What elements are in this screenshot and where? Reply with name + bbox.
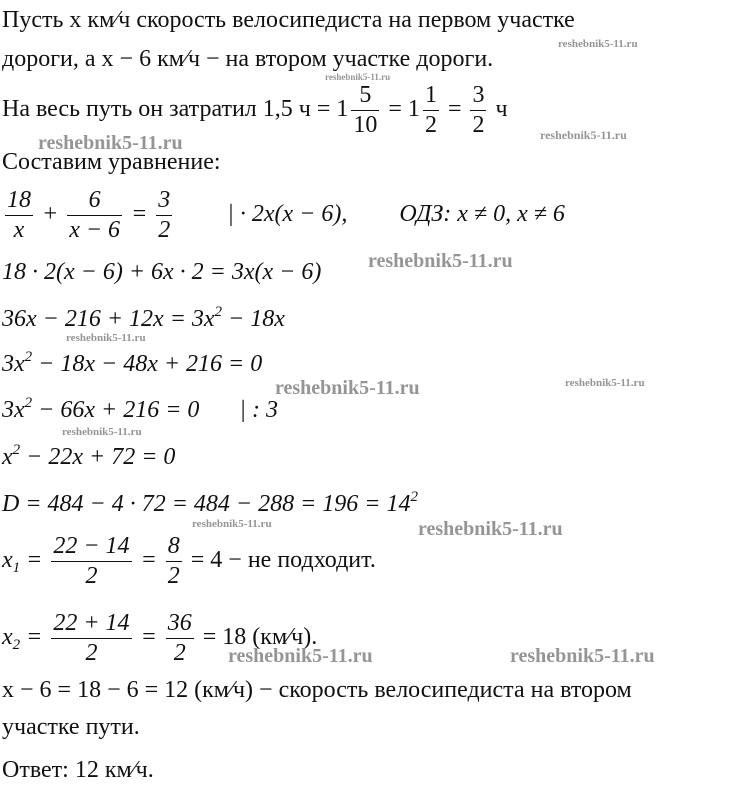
fraction-36-2	[166, 611, 194, 666]
x2-index: 2	[12, 637, 21, 654]
watermark: reshebnik5-11.ru	[38, 132, 183, 154]
frac-num: 36	[166, 611, 194, 639]
x1-eq: =	[26, 547, 43, 574]
watermark: reshebnik5-11.ru	[228, 645, 373, 667]
text-line-4: Составим уравнение:	[2, 149, 221, 175]
fraction-6-x-6	[67, 188, 122, 243]
eq5-main: 3x	[2, 397, 25, 423]
eq5-exponent: 2	[24, 395, 33, 411]
frac-den: 2	[472, 112, 485, 139]
x1-eq2: =	[140, 547, 157, 574]
watermark: reshebnik5-11.ru	[66, 332, 146, 344]
frac-den: 2	[158, 217, 171, 244]
fraction-5-10	[351, 83, 379, 138]
frac-num: 22 + 14	[51, 611, 131, 639]
x2-eq2: =	[140, 624, 157, 651]
frac-den: 2	[85, 640, 98, 667]
equation-discriminant	[2, 489, 419, 517]
frac-den: 2	[424, 112, 437, 139]
frac-num: 3	[470, 83, 486, 111]
answer-line: Ответ: 12 км⁄ч.	[2, 757, 154, 783]
eq4-main: 3x	[2, 351, 25, 377]
eq6-main: x	[2, 444, 13, 470]
watermark: reshebnik5-11.ru	[558, 38, 638, 50]
eq5-tail: − 66x + 216 = 0	[32, 397, 200, 423]
watermark: reshebnik5-11.ru	[62, 426, 142, 438]
domain-note: ОДЗ: x ≠ 0, x ≠ 6	[399, 201, 565, 228]
x1-index: 1	[12, 560, 21, 577]
text-line-1: Пусть x км⁄ч скорость велосипедиста на первом участке	[2, 7, 575, 33]
frac-den: x − 6	[69, 217, 121, 244]
frac-den: x	[13, 217, 25, 244]
watermark: reshebnik5-11.ru	[325, 72, 391, 82]
eq6-tail: − 22x + 72 = 0	[20, 444, 176, 470]
frac-num: 5	[351, 83, 379, 111]
fraction-8-2	[166, 534, 182, 589]
x2-tail: = 18 (км⁄ч).	[202, 624, 318, 651]
frac-num: 6	[67, 188, 122, 216]
watermark: reshebnik5-11.ru	[510, 645, 655, 667]
eq5-divider: | : 3	[239, 397, 278, 423]
frac-den: 10	[353, 112, 378, 139]
plus-sign: +	[42, 201, 59, 228]
watermark: reshebnik5-11.ru	[418, 518, 563, 540]
fraction-18-x	[5, 188, 33, 243]
fraction-3-2	[156, 188, 172, 243]
x1-tail: = 4 − не подходит.	[190, 547, 376, 574]
frac-num: 18	[5, 188, 33, 216]
line3-prefix: На весь путь он затратил 1,5 ч = 1	[2, 96, 349, 123]
watermark: reshebnik5-11.ru	[565, 377, 645, 389]
equals-sign: =	[131, 201, 148, 228]
line3-eq: =	[447, 96, 462, 123]
watermark: reshebnik5-11.ru	[540, 128, 627, 142]
watermark: reshebnik5-11.ru	[192, 518, 272, 530]
multiplier-note: | · 2x(x − 6),	[227, 201, 348, 228]
fraction-1-2	[423, 83, 439, 138]
text-final-2: участке пути.	[2, 714, 140, 740]
text-line-3	[2, 83, 508, 138]
frac-den: 2	[85, 563, 98, 590]
frac-den: 2	[167, 563, 180, 590]
root-x1	[2, 534, 376, 589]
eq3-exponent: 2	[214, 304, 223, 320]
line3-unit: ч	[495, 96, 508, 123]
watermark: reshebnik5-11.ru	[368, 250, 513, 272]
eq4-tail: − 18x − 48x + 216 = 0	[32, 351, 263, 377]
line3-mid: = 1	[388, 96, 420, 123]
equation-1	[2, 188, 565, 243]
fraction-x1	[51, 534, 131, 589]
eq3-main: 36x − 216 + 12x = 3x	[2, 306, 215, 332]
fraction-3-2	[470, 83, 486, 138]
eq3-tail: − 18x	[222, 306, 285, 332]
eq6-exponent: 2	[12, 442, 21, 458]
frac-den: 2	[173, 640, 186, 667]
watermark: reshebnik5-11.ru	[275, 377, 420, 399]
equation-5	[2, 395, 278, 423]
x2-var: x	[2, 624, 13, 651]
x1-var: x	[2, 547, 13, 574]
frac-num: 22 − 14	[51, 534, 131, 562]
eq4-exponent: 2	[24, 349, 33, 365]
equation-3	[2, 304, 285, 332]
text-line-2: дороги, а x − 6 км⁄ч − на втором участке дороги.	[2, 46, 494, 72]
frac-num: 1	[423, 83, 439, 111]
equation-6	[2, 442, 176, 470]
eq7-exponent: 2	[410, 489, 419, 505]
text-final-1: x − 6 = 18 − 6 = 12 (км⁄ч) − скорость велосипедиста на втором	[2, 677, 632, 703]
fraction-x2	[51, 611, 131, 666]
frac-num: 3	[156, 188, 172, 216]
x2-eq: =	[26, 624, 43, 651]
equation-2: 18 · 2(x − 6) + 6x · 2 = 3x(x − 6)	[2, 259, 322, 285]
equation-4	[2, 349, 263, 377]
eq7-main: D = 484 − 4 · 72 = 484 − 288 = 196 = 14	[2, 491, 411, 517]
frac-num: 8	[166, 534, 182, 562]
